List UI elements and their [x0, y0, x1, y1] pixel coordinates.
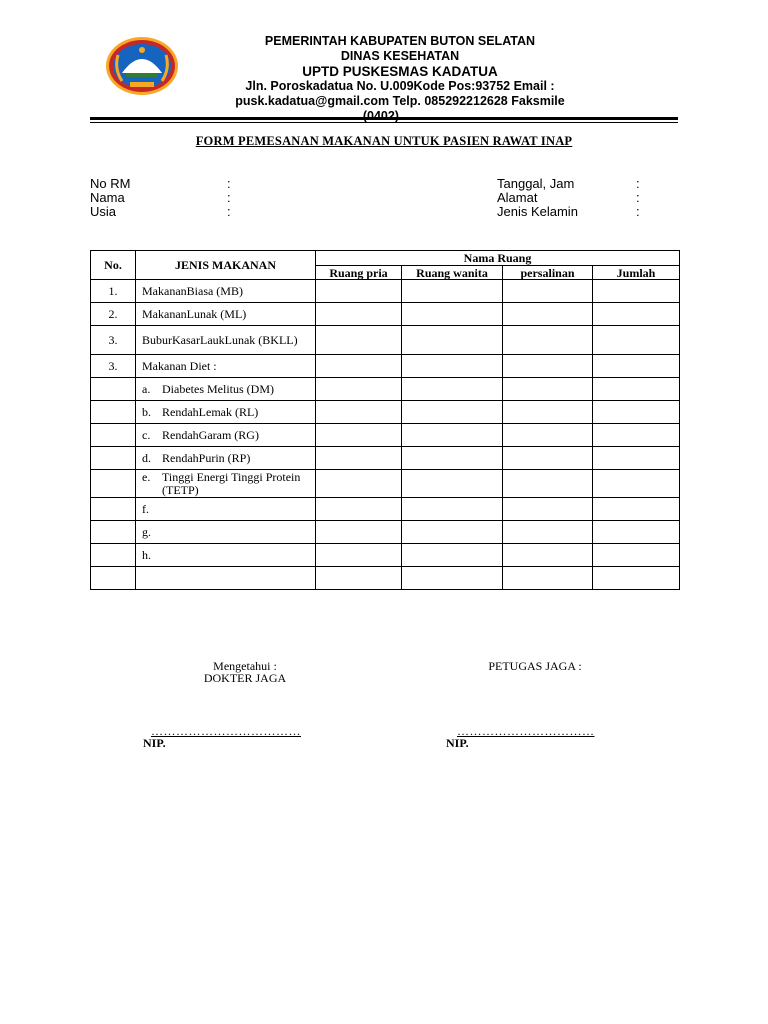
- sign-left-line1: Mengetahui :: [213, 659, 277, 673]
- row-cell-entry[interactable]: [402, 470, 503, 498]
- crest-icon: [104, 35, 180, 97]
- field-usia-label: Usia: [90, 204, 117, 219]
- row-cell-entry[interactable]: [593, 378, 680, 401]
- row-no: 3.: [91, 326, 136, 355]
- row-cell-entry[interactable]: [503, 470, 593, 498]
- table-row: [91, 447, 680, 470]
- row-jenis: [136, 355, 316, 378]
- field-tanggal-colon: :: [636, 176, 640, 191]
- row-no: [91, 498, 136, 521]
- table-row: [91, 355, 680, 378]
- row-cell-entry[interactable]: [316, 303, 402, 326]
- table-row: [91, 280, 680, 303]
- row-cell-entry[interactable]: [593, 470, 680, 498]
- row-jenis-text: RendahPurin (RP): [162, 450, 251, 465]
- table-row: [91, 567, 680, 590]
- table-row: [91, 424, 680, 447]
- header-rule-thick: [90, 117, 678, 120]
- row-cell-entry[interactable]: [593, 401, 680, 424]
- table-body: [91, 280, 680, 590]
- row-cell-entry[interactable]: [402, 544, 503, 567]
- header-rule-thin: [90, 122, 678, 123]
- row-jenis: [136, 378, 316, 401]
- row-jenis: [136, 544, 316, 567]
- table-row: [91, 470, 680, 498]
- row-no: [91, 378, 136, 401]
- row-cell-entry[interactable]: [316, 401, 402, 424]
- address-line: Jln. Poroskadatua No. U.009Kode Pos:93752 Email :: [245, 79, 555, 93]
- row-cell-entry[interactable]: [593, 447, 680, 470]
- row-cell-entry[interactable]: [503, 303, 593, 326]
- row-cell-entry[interactable]: [593, 326, 680, 355]
- clinic-name: UPTD PUSKESMAS KADATUA: [302, 64, 498, 79]
- row-cell-entry[interactable]: [503, 378, 593, 401]
- row-no: 1.: [91, 280, 136, 303]
- row-cell-entry[interactable]: [593, 521, 680, 544]
- table-row: [91, 544, 680, 567]
- row-jenis-text: Tinggi Energi Tinggi Protein (TETP): [162, 469, 301, 497]
- row-cell-entry[interactable]: [316, 424, 402, 447]
- row-cell-entry[interactable]: [402, 326, 503, 355]
- col-persalinan: persalinan: [503, 266, 593, 280]
- row-cell-entry[interactable]: [503, 355, 593, 378]
- row-jenis-text: BuburKasarLaukLunak (BKLL): [142, 332, 298, 347]
- row-cell-entry[interactable]: [316, 470, 402, 498]
- table-row: [91, 521, 680, 544]
- row-cell-entry[interactable]: [402, 280, 503, 303]
- nip-left: NIP.: [143, 736, 166, 750]
- row-sub-letter: h.: [142, 547, 151, 562]
- row-cell-entry[interactable]: [402, 401, 503, 424]
- field-no-rm-colon: :: [227, 176, 231, 191]
- row-jenis-text: Makanan Diet :: [142, 358, 217, 373]
- field-tanggal-label: Tanggal, Jam: [497, 176, 575, 191]
- col-no-header: No.: [91, 251, 136, 280]
- row-cell-entry[interactable]: [316, 498, 402, 521]
- row-cell-entry[interactable]: [593, 544, 680, 567]
- row-jenis-text: MakananBiasa (MB): [142, 283, 243, 298]
- row-jenis: [136, 401, 316, 424]
- row-cell-entry[interactable]: [503, 280, 593, 303]
- row-no: 3.: [91, 355, 136, 378]
- row-cell-entry[interactable]: [316, 378, 402, 401]
- row-jenis: [136, 498, 316, 521]
- fax-line: (0402) ..........: [362, 109, 438, 123]
- sign-left-line2: DOKTER JAGA: [203, 671, 287, 685]
- row-cell-entry[interactable]: [503, 447, 593, 470]
- row-jenis: [136, 447, 316, 470]
- field-jenis-kelamin-label: Jenis Kelamin: [497, 204, 578, 219]
- col-group-header: Nama Ruang: [316, 251, 680, 266]
- row-sub-letter: a.: [142, 381, 151, 396]
- row-cell-entry[interactable]: [593, 280, 680, 303]
- row-no: [91, 521, 136, 544]
- table-row: [91, 401, 680, 424]
- row-cell-entry[interactable]: [402, 303, 503, 326]
- row-cell-entry[interactable]: [402, 355, 503, 378]
- row-no: [91, 544, 136, 567]
- row-jenis-text: Diabetes Melitus (DM): [162, 381, 274, 396]
- sign-right-dots: ……………………………: [457, 724, 595, 738]
- row-cell-entry[interactable]: [316, 355, 402, 378]
- row-cell-entry[interactable]: [316, 326, 402, 355]
- row-no: [91, 447, 136, 470]
- row-cell-entry[interactable]: [593, 424, 680, 447]
- row-sub-letter: f.: [142, 501, 149, 516]
- regency-logo: [104, 35, 180, 97]
- table-row: [91, 498, 680, 521]
- row-cell-entry[interactable]: [402, 447, 503, 470]
- row-cell-entry[interactable]: [593, 567, 680, 590]
- row-cell-entry[interactable]: [593, 355, 680, 378]
- row-cell-entry[interactable]: [593, 303, 680, 326]
- form-title: FORM PEMESANAN MAKANAN UNTUK PASIEN RAWAT INAP: [195, 134, 573, 148]
- row-cell-entry[interactable]: [316, 521, 402, 544]
- col-ruang-pria: Ruang pria: [316, 266, 402, 280]
- nip-right: NIP.: [446, 736, 469, 750]
- sign-left-dots: ………………………………: [151, 724, 301, 738]
- order-table: [90, 250, 680, 590]
- row-sub-letter: e.: [142, 469, 151, 484]
- row-no: [91, 401, 136, 424]
- row-no: 2.: [91, 303, 136, 326]
- letterhead: [200, 34, 600, 124]
- row-cell-entry[interactable]: [316, 567, 402, 590]
- row-cell-entry[interactable]: [316, 447, 402, 470]
- gov-name: PEMERINTAH KABUPATEN BUTON SELATAN: [264, 34, 536, 48]
- row-jenis: [136, 521, 316, 544]
- row-jenis: [136, 326, 316, 355]
- row-cell-entry[interactable]: [503, 401, 593, 424]
- field-alamat-label: Alamat: [497, 190, 538, 205]
- field-no-rm-label: No RM: [90, 176, 131, 191]
- row-jenis-text: MakananLunak (ML): [142, 306, 247, 321]
- row-jenis-text: RendahGaram (RG): [162, 427, 259, 442]
- row-jenis: [136, 303, 316, 326]
- col-jenis-header: JENIS MAKANAN: [136, 251, 316, 280]
- row-cell-entry[interactable]: [402, 567, 503, 590]
- row-jenis: [136, 567, 316, 590]
- row-jenis-text: RendahLemak (RL): [162, 404, 259, 419]
- table-row: [91, 326, 680, 355]
- field-alamat-colon: :: [636, 190, 640, 205]
- field-nama-colon: :: [227, 190, 231, 205]
- row-sub-letter: c.: [142, 427, 151, 442]
- row-cell-entry[interactable]: [316, 544, 402, 567]
- col-ruang-wanita: Ruang wanita: [402, 266, 503, 280]
- row-cell-entry[interactable]: [503, 326, 593, 355]
- row-no: [91, 470, 136, 498]
- row-cell-entry[interactable]: [316, 280, 402, 303]
- row-no: [91, 567, 136, 590]
- row-jenis: [136, 470, 316, 498]
- row-cell-entry[interactable]: [503, 544, 593, 567]
- row-jenis: [136, 424, 316, 447]
- sign-right-line1: PETUGAS JAGA :: [488, 659, 582, 673]
- row-cell-entry[interactable]: [402, 498, 503, 521]
- row-cell-entry[interactable]: [402, 521, 503, 544]
- field-usia-colon: :: [227, 204, 231, 219]
- row-cell-entry[interactable]: [593, 498, 680, 521]
- row-sub-letter: b.: [142, 404, 151, 419]
- row-jenis: [136, 280, 316, 303]
- row-cell-entry[interactable]: [503, 567, 593, 590]
- dept-name: DINAS KESEHATAN: [340, 49, 460, 63]
- row-sub-letter: d.: [142, 450, 151, 465]
- row-sub-letter: g.: [142, 524, 151, 539]
- field-nama-label: Nama: [90, 190, 125, 205]
- row-cell-entry[interactable]: [402, 378, 503, 401]
- row-cell-entry[interactable]: [503, 424, 593, 447]
- row-cell-entry[interactable]: [503, 498, 593, 521]
- table-row: [91, 378, 680, 401]
- row-cell-entry[interactable]: [503, 521, 593, 544]
- row-no: [91, 424, 136, 447]
- field-jenis-kelamin-colon: :: [636, 204, 640, 219]
- row-cell-entry[interactable]: [402, 424, 503, 447]
- table-row: [91, 303, 680, 326]
- col-jumlah: Jumlah: [593, 266, 680, 280]
- contact-line: pusk.kadatua@gmail.com Telp. 085292212628 Faksmile: [235, 94, 565, 108]
